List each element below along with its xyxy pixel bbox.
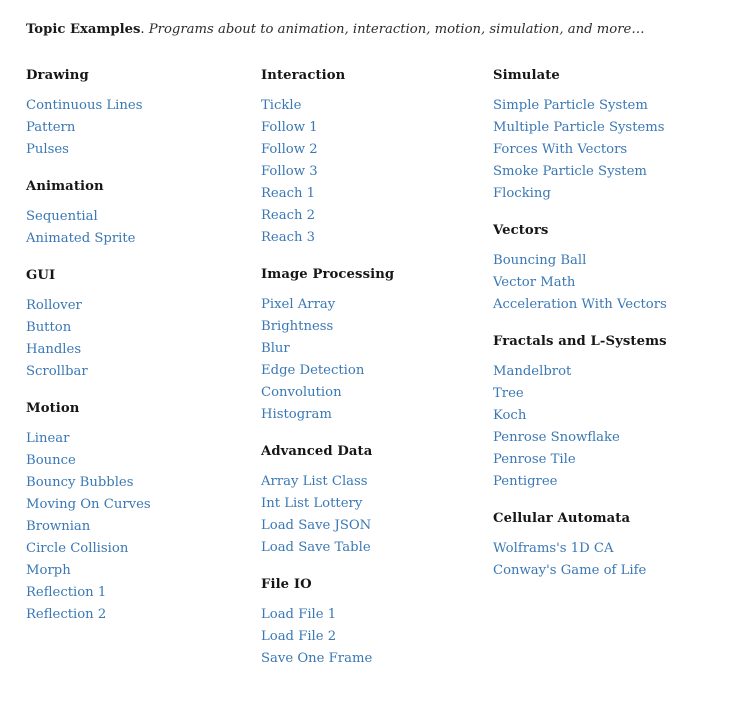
topic-link[interactable]: Histogram (261, 407, 332, 422)
topic-link[interactable]: Button (26, 320, 72, 335)
section-heading: Interaction (261, 68, 346, 83)
topic-link-list (493, 537, 728, 581)
list-item (26, 338, 251, 360)
list-item (26, 537, 251, 559)
topic-link[interactable]: Pixel Array (261, 297, 336, 312)
list-item (26, 471, 251, 493)
list-item (493, 382, 728, 404)
list-item (493, 160, 728, 182)
topic-link[interactable]: Mandelbrot (493, 364, 572, 379)
list-item (261, 138, 486, 160)
topic-link[interactable]: Brightness (261, 319, 334, 334)
topic-column-3 (493, 66, 728, 581)
list-item (493, 94, 728, 116)
list-item (26, 316, 251, 338)
topic-section (493, 221, 728, 315)
list-item (261, 647, 486, 669)
topic-link[interactable]: Smoke Particle System (493, 164, 647, 179)
list-item (261, 514, 486, 536)
list-item (261, 492, 486, 514)
topic-link[interactable]: Conway's Game of Life (493, 563, 647, 578)
topic-section (493, 509, 728, 581)
list-item (261, 116, 486, 138)
topic-link[interactable]: Koch (493, 408, 527, 423)
intro-title: Topic Examples (26, 22, 141, 38)
list-item (26, 603, 251, 625)
topic-link-list (261, 94, 486, 248)
topic-link-list (261, 293, 486, 425)
topic-column-1 (26, 66, 251, 625)
topic-link[interactable]: Follow 3 (261, 164, 318, 179)
topic-link[interactable]: Reach 3 (261, 230, 316, 245)
list-item (261, 293, 486, 315)
list-item (26, 116, 251, 138)
list-item (261, 94, 486, 116)
list-item (26, 559, 251, 581)
topic-link[interactable]: Reflection 2 (26, 607, 107, 622)
topic-section (26, 66, 251, 160)
list-item (26, 360, 251, 382)
list-item (261, 470, 486, 492)
list-item (493, 116, 728, 138)
topic-section (493, 332, 728, 492)
topic-link-list (26, 94, 251, 160)
topic-link[interactable]: Linear (26, 431, 70, 446)
list-item (26, 449, 251, 471)
topic-section (26, 266, 251, 382)
topic-link[interactable]: Tickle (261, 98, 302, 113)
list-item (261, 182, 486, 204)
section-heading: Image Processing (261, 267, 395, 282)
list-item (261, 337, 486, 359)
topic-link[interactable]: Int List Lottery (261, 496, 363, 511)
topic-link[interactable]: Save One Frame (261, 651, 373, 666)
topic-link[interactable]: Handles (26, 342, 82, 357)
list-item (26, 227, 251, 249)
topic-link[interactable]: Continuous Lines (26, 98, 143, 113)
list-item (493, 404, 728, 426)
list-item (26, 138, 251, 160)
section-heading: Cellular Automata (493, 511, 631, 526)
topic-link[interactable]: Edge Detection (261, 363, 365, 378)
topic-link[interactable]: Follow 2 (261, 142, 318, 157)
list-item (493, 537, 728, 559)
topic-section (261, 575, 486, 669)
list-item (493, 360, 728, 382)
topic-link[interactable]: Forces With Vectors (493, 142, 628, 157)
list-item (261, 315, 486, 337)
topic-link-list (493, 249, 728, 315)
topic-link[interactable]: Load File 2 (261, 629, 337, 644)
list-item (26, 515, 251, 537)
section-heading: Motion (26, 401, 80, 416)
topic-link[interactable]: Simple Particle System (493, 98, 648, 113)
topic-link[interactable]: Penrose Snowflake (493, 430, 620, 445)
topic-link[interactable]: Scrollbar (26, 364, 88, 379)
topic-link[interactable]: Animated Sprite (26, 231, 136, 246)
list-item (26, 581, 251, 603)
topic-link[interactable]: Convolution (261, 385, 342, 400)
list-item (261, 603, 486, 625)
topic-link[interactable]: Array List Class (261, 474, 368, 489)
topic-link[interactable]: Blur (261, 341, 290, 356)
topic-section (261, 66, 486, 248)
topic-link[interactable]: Pulses (26, 142, 69, 157)
topic-link[interactable]: Load Save JSON (261, 518, 372, 533)
topic-link[interactable]: Reach 2 (261, 208, 316, 223)
topic-link-list (261, 603, 486, 669)
topic-link[interactable]: Reflection 1 (26, 585, 107, 600)
topic-link[interactable]: Vector Math (493, 275, 576, 290)
list-item (493, 138, 728, 160)
section-heading: File IO (261, 577, 312, 592)
topic-section (26, 177, 251, 249)
list-item (261, 536, 486, 558)
list-item (493, 559, 728, 581)
list-item (26, 205, 251, 227)
topic-link[interactable]: Pentigree (493, 474, 558, 489)
list-item (26, 294, 251, 316)
topic-link[interactable]: Bouncy Bubbles (26, 475, 134, 490)
topic-section (26, 399, 251, 625)
topic-link-list (261, 470, 486, 558)
topic-link[interactable]: Load File 1 (261, 607, 337, 622)
topic-link[interactable]: Morph (26, 563, 71, 578)
list-item (493, 271, 728, 293)
topic-section (261, 442, 486, 558)
topic-link[interactable]: Multiple Particle Systems (493, 120, 665, 135)
topic-link[interactable]: Follow 1 (261, 120, 318, 135)
list-item (26, 427, 251, 449)
section-heading: Drawing (26, 68, 89, 83)
topic-link[interactable]: Load Save Table (261, 540, 371, 555)
list-item (493, 470, 728, 492)
list-item (261, 625, 486, 647)
topic-section (493, 66, 728, 204)
list-item (261, 359, 486, 381)
topic-section (261, 265, 486, 425)
topic-link[interactable]: Acceleration With Vectors (493, 297, 667, 312)
topic-link[interactable]: Moving On Curves (26, 497, 151, 512)
topic-column-2 (261, 66, 486, 669)
list-item (26, 493, 251, 515)
topic-link[interactable]: Penrose Tile (493, 452, 576, 467)
section-heading: GUI (26, 268, 56, 283)
topic-link-list (26, 294, 251, 382)
list-item (261, 160, 486, 182)
list-item (493, 249, 728, 271)
topic-link[interactable]: Flocking (493, 186, 551, 201)
topic-link[interactable]: Wolframs's 1D CA (493, 541, 614, 556)
topic-link-list (26, 427, 251, 625)
section-heading: Simulate (493, 68, 560, 83)
topic-link[interactable]: Bounce (26, 453, 76, 468)
topic-link[interactable]: Tree (493, 386, 524, 401)
list-item (493, 426, 728, 448)
section-heading: Animation (26, 179, 104, 194)
section-heading: Fractals and L-Systems (493, 334, 667, 349)
topic-link[interactable]: Circle Collision (26, 541, 129, 556)
intro-separator: . (140, 22, 149, 38)
list-item (493, 293, 728, 315)
list-item (493, 448, 728, 470)
list-item (261, 204, 486, 226)
topic-link[interactable]: Sequential (26, 209, 98, 224)
topic-link[interactable]: Reach 1 (261, 186, 316, 201)
section-heading: Vectors (493, 223, 549, 238)
topic-link[interactable]: Rollover (26, 298, 82, 313)
list-item (261, 403, 486, 425)
intro-description: Programs about to animation, interaction, motion, simulation, and more… (148, 22, 645, 38)
list-item (261, 226, 486, 248)
topic-link-list (26, 205, 251, 249)
list-item (26, 94, 251, 116)
section-heading: Advanced Data (261, 444, 373, 459)
topic-link-list (493, 94, 728, 204)
topic-link[interactable]: Pattern (26, 120, 76, 135)
topic-link-list (493, 360, 728, 492)
list-item (493, 182, 728, 204)
list-item (261, 381, 486, 403)
topic-link[interactable]: Brownian (26, 519, 91, 534)
topic-link[interactable]: Bouncing Ball (493, 253, 587, 268)
intro-line (26, 20, 726, 40)
